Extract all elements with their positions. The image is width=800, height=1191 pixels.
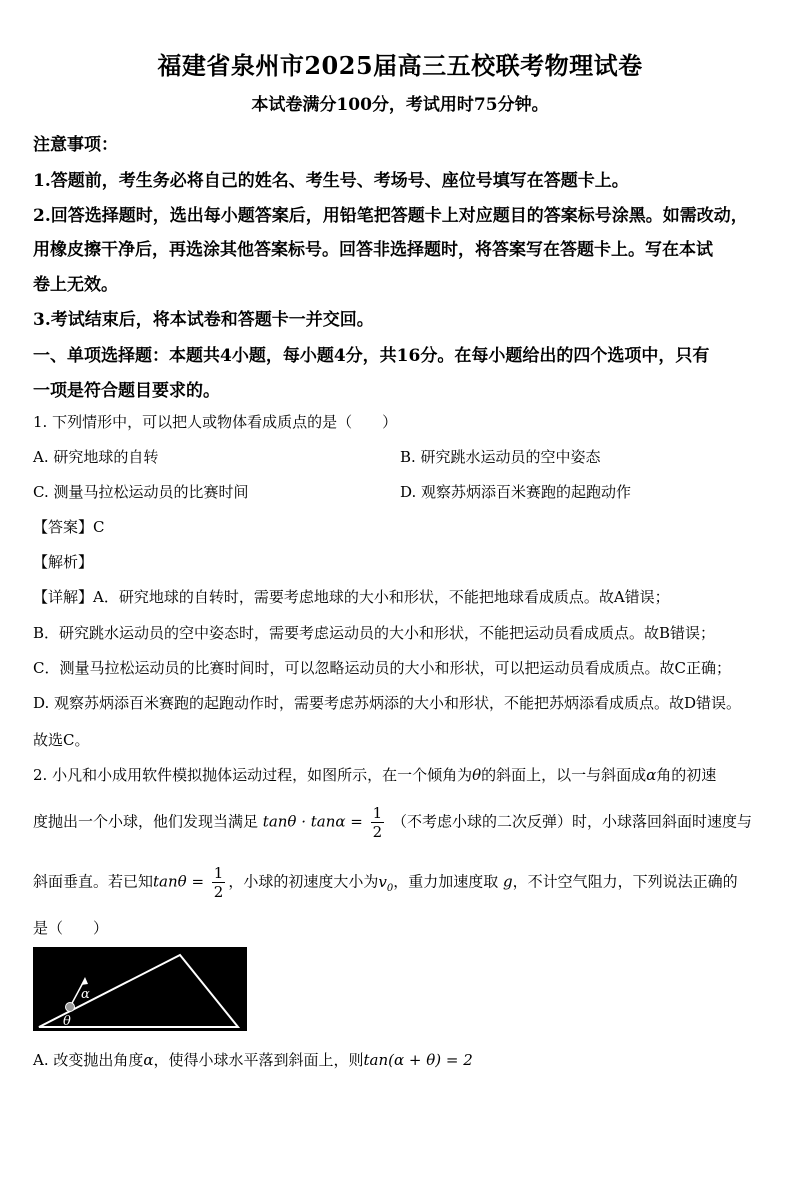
theta-label: θ [63,1014,71,1029]
page-title: 福建省泉州市2025届高三五校联考物理试卷 [157,51,643,80]
question-1-detail-d: D. 观察苏炳添百米赛跑的起跑动作时，需要考虑苏炳添的大小和形状，不能把苏炳添看成质点。故D错误。 [33,694,742,712]
incline-figure [33,947,247,1031]
question-1-answer: 【答案】C [33,518,105,536]
q2-text-3a: 斜面垂直。若已知 [33,872,154,891]
v-subscript: 0 [386,882,394,894]
condition-expression: tanθ · tanα = [262,812,363,831]
exam-info: 本试卷满分100分，考试用时75分钟。 [251,95,549,115]
fraction-numerator: 1 [213,864,224,882]
tan-theta-expression: tanθ = [153,872,205,891]
question-1-option-b: B. 研究跳水运动员的空中姿态 [400,448,601,466]
section-heading-line-1: 一、单项选择题：本题共4小题，每小题4分，共16分。在每小题给出的四个选项中，只有 [33,346,710,366]
alpha-label: α [81,987,90,1002]
question-1-option-c: C. 测量马拉松运动员的比赛时间 [33,483,249,501]
initial-velocity-symbol [378,872,394,894]
q2-text-1a: 2. 小凡和小成用软件模拟抛体运动过程，如图所示，在一个倾角为 [33,766,473,784]
question-1-detail-c: C．测量马拉松运动员的比赛时间时，可以忽略运动员的大小和形状，可以把运动员看成质点。故C正确； [33,659,731,677]
question-1-conclusion: 故选C。 [33,731,90,749]
q2-text-1b: 的斜面上，以一与斜面成 [481,766,647,784]
section-heading-line-2: 一项是符合题目要求的。 [33,381,220,401]
q2-text-2b: （不考虑小球的二次反弹）时，小球落回斜面时速度与 [391,812,752,831]
question-1-option-d: D. 观察苏炳添百米赛跑的起跑动作 [400,483,632,501]
question-1-stem: 1. 下列情形中，可以把人或物体看成质点的是（ ） [33,413,398,431]
q2-text-3b: ，小球的初速度大小为 [228,872,379,891]
note-2-line-1: 2.回答选择题时，选出每小题答案后，用铅笔把答题卡上对应题目的答案标号涂黑。如需改动， [33,206,748,226]
question-1-option-a: A. 研究地球的自转 [33,448,159,466]
q2-text-2a: 度抛出一个小球，他们发现当满足 [33,812,259,831]
alpha-symbol: α [646,766,657,784]
v-symbol: v [378,872,387,891]
fraction-one-half [371,804,385,841]
note-3: 3.考试结束后，将本试卷和答题卡一并交回。 [33,310,374,330]
q2-option-a-text-1: A. 改变抛出角度 [33,1051,144,1069]
question-2-option-a [33,1049,473,1070]
option-a-expression: tan(α + θ) = 2 [363,1051,473,1069]
q2-text-3d: ，不计空气阻力，下列说法正确的 [512,872,738,891]
ball [66,1003,75,1012]
gravity-symbol: g [503,872,513,891]
note-2-line-2: 用橡皮擦干净后，再选涂其他答案标号。回答非选择题时，将答案写在答题卡上。写在本试 [33,240,713,260]
notes-heading: 注意事项： [33,135,118,155]
question-2-line-1 [33,764,716,785]
q2-text-1c: 角的初速 [656,766,717,784]
arrow-head [81,977,88,985]
question-2-line-3 [33,864,738,901]
fraction-one-half-2 [212,864,226,901]
fraction-denominator: 2 [372,823,383,841]
q2-option-a-text-2: ，使得小球水平落到斜面上，则 [153,1051,364,1069]
question-1-analysis-label: 【解析】 [33,553,94,571]
fraction-numerator: 1 [372,804,383,822]
incline-diagram [33,947,247,1031]
question-1-detail-a: 【详解】A．研究地球的自转时，需要考虑地球的大小和形状，不能把地球看成质点。故A错误； [33,588,670,606]
note-1: 1.答题前，考生务必将自己的姓名、考生号、考场号、座位号填写在答题卡上。 [33,171,629,191]
theta-symbol: θ [472,766,482,784]
fraction-denominator: 2 [213,883,224,901]
question-1-detail-b: B．研究跳水运动员的空中姿态时，需要考虑运动员的大小和形状，不能把运动员看成质点。故B错误； [33,624,716,642]
q2-text-3c: ，重力加速度取 [393,872,499,891]
note-2-line-3: 卷上无效。 [33,275,118,295]
question-2-line-4: 是（ ） [33,919,109,937]
question-2-line-2 [33,804,752,841]
alpha-symbol: α [143,1051,154,1069]
